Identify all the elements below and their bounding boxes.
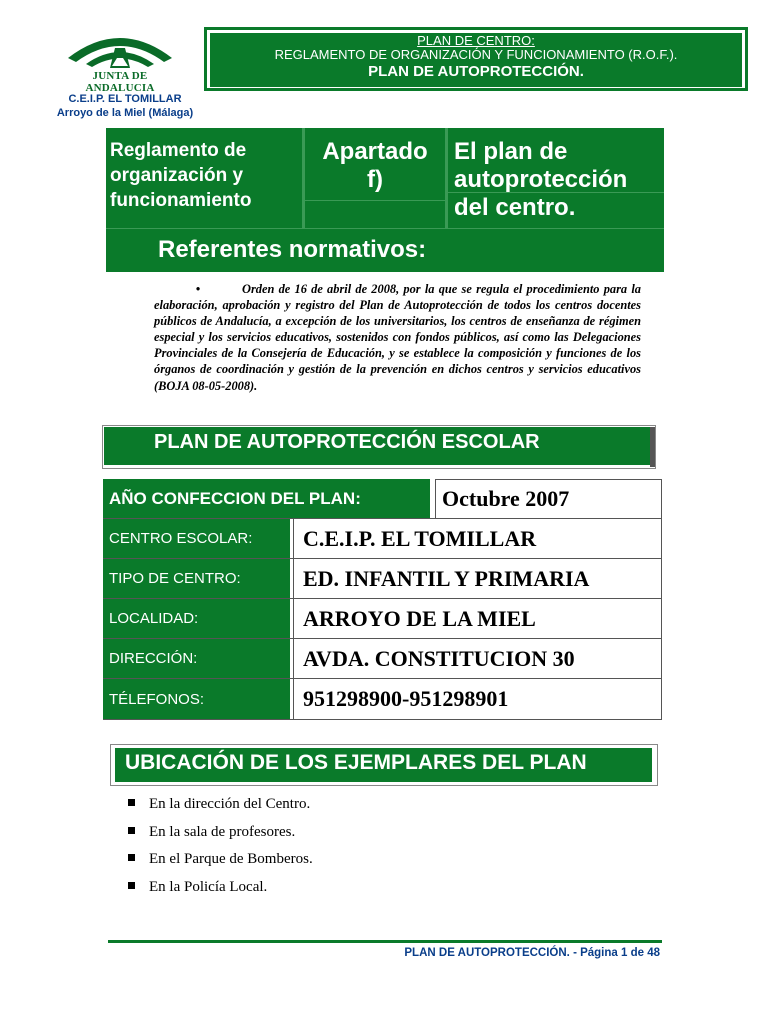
table-value: Octubre 2007	[442, 485, 570, 511]
list-item-text: En el Parque de Bomberos.	[149, 851, 313, 867]
cell-border	[293, 559, 294, 598]
table-label: CENTRO ESCOLAR:	[103, 519, 290, 558]
section-left-line: Reglamento de	[110, 140, 247, 161]
paragraph-text: Orden de 16 de abril de 2008, por la que se regula el procedimiento para la elaboración, aprobación y registro del Plan de Autoprotección de todos los centros docentes públicos de Andalucía, a excepción de los universitarios, los centros de enseñanza de régimen especial y los servicios educativos, sostenidos con fondos públicos, así como las Delegaciones Provinciales de la Consejería de Educación, y se establece la composición y funciones de los órganos de coordinación y gestión de la prevención en dichos centros y servicios educativos (BOJA 08-05-2008).	[154, 282, 641, 393]
normative-paragraph	[154, 281, 641, 394]
square-bullet-icon	[128, 799, 135, 806]
bullet-icon: •	[195, 282, 201, 296]
section-mid-line: f)	[367, 166, 383, 193]
table-row	[103, 599, 662, 639]
table-value: ED. INFANTIL Y PRIMARIA	[303, 565, 590, 591]
section-mid-line: Apartado	[322, 138, 428, 165]
section-right-line: autoprotección	[454, 166, 628, 193]
plan-autoproteccion-banner: PLAN DE AUTOPROTECCIÓN ESCOLAR	[104, 427, 650, 465]
ubicacion-list	[128, 792, 313, 902]
section-rof-title	[106, 128, 302, 228]
table-label: DIRECCIÓN:	[103, 639, 290, 678]
list-item	[128, 792, 313, 820]
square-bullet-icon	[128, 827, 135, 834]
section-plan-title	[448, 128, 664, 228]
referentes-heading: Referentes normativos:	[158, 236, 427, 263]
section-apartado	[305, 128, 445, 228]
table-label: TIPO DE CENTRO:	[103, 559, 290, 598]
school-info	[40, 92, 210, 120]
page-footer: PLAN DE AUTOPROTECCIÓN. - Página 1 de 48	[404, 947, 660, 959]
school-name: C.E.I.P. EL TOMILLAR	[68, 93, 182, 105]
table-label: LOCALIDAD:	[103, 599, 290, 638]
header-line3: PLAN DE AUTOPROTECCIÓN.	[368, 63, 584, 80]
cell-border	[293, 519, 294, 558]
square-bullet-icon	[128, 882, 135, 889]
header-line1: PLAN DE CENTRO:	[417, 33, 535, 48]
table-value: C.E.I.P. EL TOMILLAR	[303, 525, 537, 551]
table-row	[103, 519, 662, 559]
cell-border	[435, 479, 436, 518]
list-item	[128, 820, 313, 848]
ubicacion-banner: UBICACIÓN DE LOS EJEMPLARES DEL PLAN	[115, 748, 652, 782]
square-bullet-icon	[128, 854, 135, 861]
table-row	[103, 639, 662, 679]
table-value: AVDA. CONSTITUCION 30	[303, 645, 575, 671]
table-row	[103, 559, 662, 599]
footer-rule	[108, 940, 662, 943]
header-line2: REGLAMENTO DE ORGANIZACIÓN Y FUNCIONAMIENTO (R.O.F.).	[274, 47, 678, 62]
table-value: ARROYO DE LA MIEL	[303, 605, 536, 631]
header-box	[210, 33, 742, 87]
section-right-line: El plan de	[454, 138, 568, 165]
cell-border	[293, 679, 294, 719]
section-right-line: del centro.	[454, 194, 576, 221]
list-item-text: En la dirección del Centro.	[149, 796, 311, 812]
section-left-line: organización y	[110, 165, 244, 186]
table-row	[103, 479, 662, 519]
list-item-text: En la sala de profesores.	[149, 823, 296, 840]
list-item	[128, 875, 313, 903]
logo-text: JUNTA DE ANDALUCIA	[85, 70, 155, 94]
school-location: Arroyo de la Miel (Málaga)	[56, 107, 194, 119]
table-label: AÑO CONFECCION DEL PLAN:	[103, 479, 430, 518]
table-label: TÉLEFONOS:	[103, 679, 290, 719]
banner-shadow	[650, 427, 655, 467]
table-row	[103, 679, 662, 719]
cell-border	[293, 639, 294, 678]
list-item-text: En la Policía Local.	[149, 878, 268, 895]
section-left-line: funcionamiento	[110, 190, 252, 211]
list-item	[128, 847, 313, 875]
cell-border	[293, 599, 294, 638]
table-value: 951298900-951298901	[303, 685, 509, 711]
